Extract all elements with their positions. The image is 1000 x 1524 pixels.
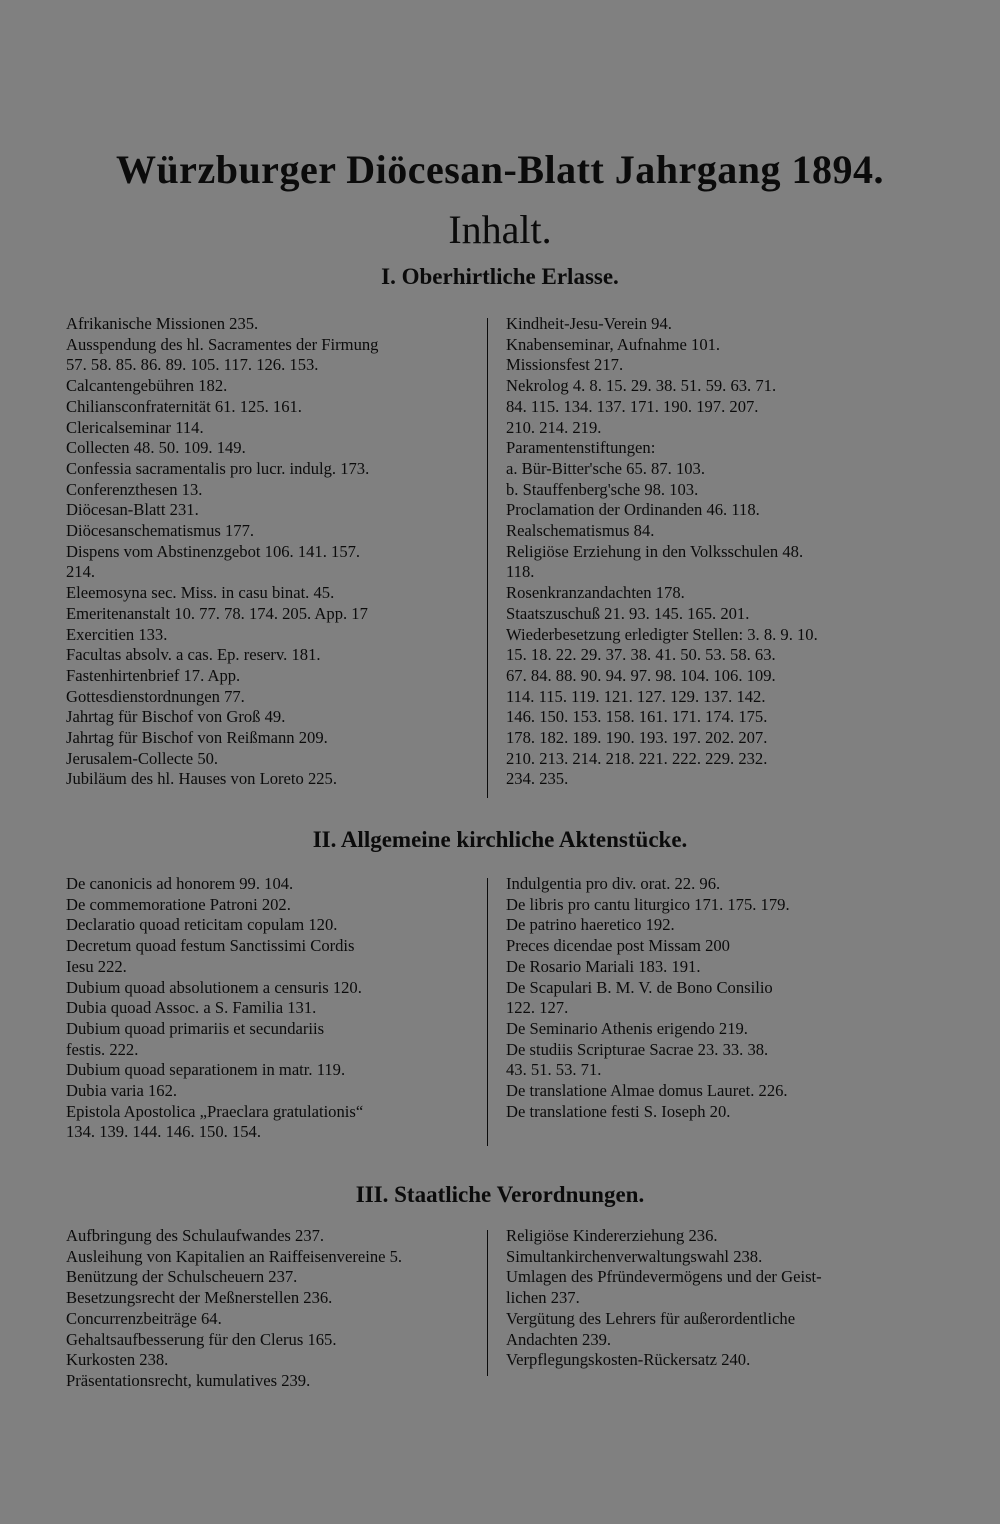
index-entry: Kurkosten 238. (66, 1350, 169, 1370)
index-entry: Jubiläum des hl. Hauses von Loreto 225. (66, 769, 337, 789)
index-entry: 57. 58. 85. 86. 89. 105. 117. 126. 153. (66, 355, 319, 375)
index-entry: 43. 51. 53. 71. (506, 1060, 602, 1080)
index-entry: b. Stauffenberg'sche 98. 103. (506, 479, 699, 499)
section-1-divider (487, 318, 488, 798)
index-entry: Wiederbesetzung erledigter Stellen: 3. 8. 9. 10. (506, 624, 818, 644)
index-entry: Umlagen des Pfründevermögens und der Geist- (506, 1267, 822, 1287)
index-entry: Fastenhirtenbrief 17. App. (66, 665, 241, 685)
index-entry: Dispens vom Abstinenzgebot 106. 141. 157. (66, 541, 361, 561)
index-entry: Facultas absolv. a cas. Ep. reserv. 181. (66, 645, 321, 665)
index-entry: Collecten 48. 50. 109. 149. (66, 438, 246, 458)
index-entry: a. Bür-Bitter'sche 65. 87. 103. (506, 458, 705, 478)
section-2-divider (487, 878, 488, 1146)
index-entry: Paramentenstiftungen: (506, 438, 656, 458)
section-heading-2: II. Allgemeine kirchliche Aktenstücke. (312, 827, 688, 852)
index-entry: Epistola Apostolica „Praeclara gratulationis“ (66, 1101, 364, 1121)
index-entry: De patrino haeretico 192. (506, 915, 675, 935)
index-entry: Calcantengebühren 182. (66, 376, 228, 396)
section-3-left-column (66, 1226, 478, 1392)
section-1-right-column (506, 314, 922, 790)
index-entry: Jahrtag für Bischof von Reißmann 209. (66, 728, 328, 748)
index-entry: 67. 84. 88. 90. 94. 97. 98. 104. 106. 109. (506, 665, 776, 685)
index-entry: Aufbringung des Schulaufwandes 237. (66, 1226, 325, 1245)
index-entry: Conferenzthesen 13. (66, 479, 203, 499)
index-entry: Concurrenzbeiträge 64. (66, 1308, 222, 1328)
index-entry: Andachten 239. (506, 1329, 612, 1349)
index-entry: Jahrtag für Bischof von Groß 49. (66, 707, 286, 727)
index-entry: 15. 18. 22. 29. 37. 38. 41. 50. 53. 58. 63. (506, 645, 776, 665)
index-entry: Eleemosyna sec. Miss. in casu binat. 45. (66, 583, 335, 603)
index-entry: De canonicis ad honorem 99. 104. (66, 874, 294, 893)
index-entry: Realschematismus 84. (506, 521, 655, 541)
index-entry: De translatione festi S. Ioseph 20. (506, 1101, 731, 1121)
index-entry: Proclamation der Ordinanden 46. 118. (506, 500, 760, 520)
index-entry: 134. 139. 144. 146. 150. 154. (66, 1122, 261, 1142)
index-entry: Dubium quoad primariis et secundariis (66, 1018, 325, 1038)
index-entry: Dubium quoad absolutionem a censuris 120. (66, 977, 362, 997)
index-entry: Diöcesan-Blatt 231. (66, 500, 199, 520)
section-1-left-column (66, 314, 478, 790)
index-entry: Religiöse Kindererziehung 236. (506, 1226, 718, 1245)
section-2-left-column (66, 874, 478, 1143)
index-entry: Vergütung des Lehrers für außerordentliche (506, 1308, 796, 1328)
index-entry: Dubium quoad separationem in matr. 119. (66, 1060, 346, 1080)
index-entry: Dubia quoad Assoc. a S. Familia 131. (66, 998, 317, 1018)
index-entry: 214. (66, 562, 96, 582)
index-entry: Religiöse Erziehung in den Volksschulen 48. (506, 541, 804, 561)
index-entry: Nekrolog 4. 8. 15. 29. 38. 51. 59. 63. 71. (506, 376, 777, 396)
index-entry: Jerusalem-Collecte 50. (66, 748, 219, 768)
index-entry: Benützung der Schulscheuern 237. (66, 1267, 298, 1287)
page-subtitle: Inhalt. (448, 207, 552, 252)
index-entry: Besetzungsrecht der Meßnerstellen 236. (66, 1288, 333, 1308)
index-entry: Knabenseminar, Aufnahme 101. (506, 334, 721, 354)
index-entry: Ausleihung von Kapitalien an Raiffeisenvereine 5. (66, 1246, 403, 1266)
section-3-right-column (506, 1226, 922, 1371)
index-entry: Simultankirchenverwaltungswahl 238. (506, 1246, 763, 1266)
index-entry: Kindheit-Jesu-Verein 94. (506, 314, 672, 333)
index-entry: Gehaltsaufbesserung für den Clerus 165. (66, 1329, 337, 1349)
index-entry: Staatszuschuß 21. 93. 145. 165. 201. (506, 603, 750, 623)
index-entry: Declaratio quoad reticitam copulam 120. (66, 915, 338, 935)
section-heading-1: I. Oberhirtliche Erlasse. (381, 264, 619, 289)
index-entry: De Rosario Mariali 183. 191. (506, 956, 701, 976)
index-entry: 146. 150. 153. 158. 161. 171. 174. 175. (506, 707, 768, 727)
index-entry: Rosenkranzandachten 178. (506, 583, 685, 603)
page-title: Würzburger Diöcesan-Blatt Jahrgang 1894. (115, 147, 885, 192)
index-entry: Decretum quoad festum Sanctissimi Cordis (66, 936, 355, 956)
index-entry: Diöcesanschematismus 177. (66, 521, 255, 541)
index-entry: festis. 222. (66, 1039, 139, 1059)
index-entry: Chiliansconfraternität 61. 125. 161. (66, 396, 302, 416)
index-entry: Afrikanische Missionen 235. (66, 314, 259, 333)
index-entry: Missionsfest 217. (506, 355, 624, 375)
index-entry: De studiis Scripturae Sacrae 23. 33. 38. (506, 1039, 769, 1059)
index-entry: 210. 214. 219. (506, 417, 602, 437)
index-entry: De libris pro cantu liturgico 171. 175. 179. (506, 894, 790, 914)
index-entry: Emeritenanstalt 10. 77. 78. 174. 205. App. 17 (66, 603, 368, 623)
index-entry: Dubia varia 162. (66, 1081, 178, 1101)
index-entry: 178. 182. 189. 190. 193. 197. 202. 207. (506, 728, 768, 748)
index-entry: 114. 115. 119. 121. 127. 129. 137. 142. (506, 686, 766, 706)
section-heading-3: III. Staatliche Verordnungen. (355, 1182, 645, 1207)
index-entry: 234. 235. (506, 769, 569, 789)
index-entry: 122. 127. (506, 998, 569, 1018)
index-entry: Clericalseminar 114. (66, 417, 204, 437)
index-entry: Präsentationsrecht, kumulatives 239. (66, 1370, 311, 1390)
section-2-right-column (506, 874, 922, 1122)
index-entry: 210. 213. 214. 218. 221. 222. 229. 232. (506, 748, 768, 768)
index-entry: lichen 237. (506, 1288, 580, 1308)
index-entry: Iesu 222. (66, 956, 127, 976)
section-3-divider (487, 1230, 488, 1376)
index-entry: De Seminario Athenis erigendo 219. (506, 1018, 748, 1038)
index-entry: Verpflegungskosten-Rückersatz 240. (506, 1350, 751, 1370)
index-entry: De Scapulari B. M. V. de Bono Consilio (506, 977, 773, 997)
index-entry: Indulgentia pro div. orat. 22. 96. (506, 874, 721, 893)
index-entry: De translatione Almae domus Lauret. 226. (506, 1081, 788, 1101)
index-entry: Ausspendung des hl. Sacramentes der Firmung (66, 334, 379, 354)
index-entry: Confessia sacramentalis pro lucr. indulg. 173. (66, 458, 370, 478)
index-entry: 118. (506, 562, 535, 582)
index-entry: 84. 115. 134. 137. 171. 190. 197. 207. (506, 396, 759, 416)
index-entry: Exercitien 133. (66, 624, 168, 644)
index-entry: De commemoratione Patroni 202. (66, 894, 291, 914)
index-entry: Preces dicendae post Missam 200 (506, 936, 730, 956)
index-entry: Gottesdienstordnungen 77. (66, 686, 245, 706)
